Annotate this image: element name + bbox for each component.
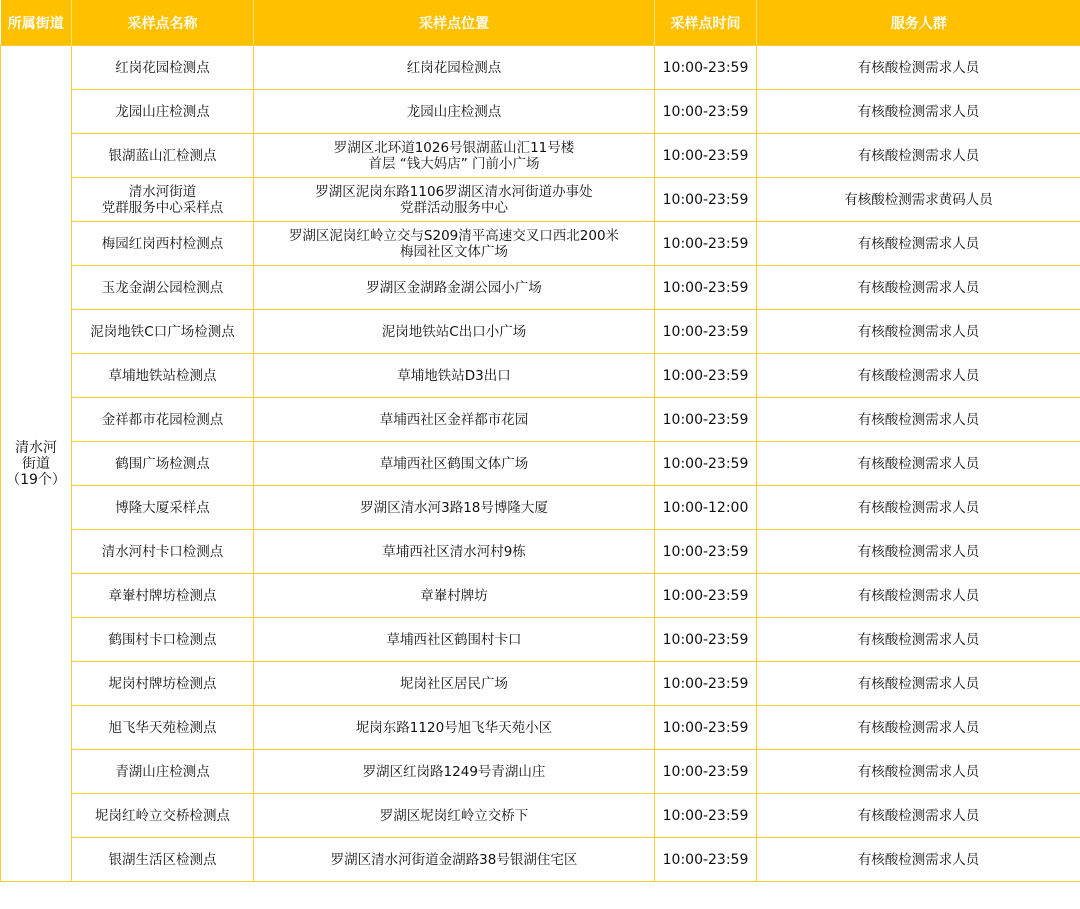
table-row: [1, 662, 1080, 706]
service-group-cell: 有核酸检测需求人员: [757, 574, 1080, 618]
table-row: [1, 574, 1080, 618]
point-location-cell: [254, 398, 655, 442]
point-name-cell: [72, 310, 254, 354]
point-location-text: 罗湖区金湖路金湖公园小广场: [366, 279, 542, 296]
point-location-cell: [254, 134, 655, 178]
point-location-cell: [254, 310, 655, 354]
table-body: [1, 46, 1080, 882]
point-location-text: 红岗花园检测点: [406, 59, 502, 76]
point-name-text: 银湖生活区检测点: [108, 851, 217, 868]
point-name-text: 玉龙金湖公园检测点: [101, 279, 224, 296]
point-location-text: 罗湖区红岗路1249号青湖山庄: [362, 763, 546, 780]
service-group-cell: 有核酸检测需求人员: [757, 354, 1080, 398]
point-name-cell: [72, 662, 254, 706]
point-name-text: 坭岗村牌坊检测点: [108, 675, 217, 692]
point-location-text: 坭岗东路1120号旭飞华天苑小区: [355, 719, 553, 736]
point-location-text: 章輋村牌坊: [420, 587, 488, 604]
point-name-text: 泥岗地铁C口广场检测点: [90, 323, 235, 340]
point-name-cell: [72, 794, 254, 838]
point-location-cell: [254, 222, 655, 266]
service-group-cell: 有核酸检测需求人员: [757, 486, 1080, 530]
point-location-text: 罗湖区清水河3路18号博隆大厦: [360, 499, 548, 516]
point-location-text: 罗湖区泥岗红岭立交与S209清平高速交叉口西北200米: [288, 227, 620, 244]
table-row: [1, 178, 1080, 222]
point-location-cell: [254, 530, 655, 574]
point-time-cell: 10:00-23:59: [655, 354, 757, 398]
point-time-cell: 10:00-23:59: [655, 794, 757, 838]
point-location-cell: [254, 662, 655, 706]
service-group-cell: 有核酸检测需求人员: [757, 310, 1080, 354]
table-row: [1, 794, 1080, 838]
point-name-text: 金祥都市花园检测点: [101, 411, 224, 428]
point-location-text: 罗湖区坭岗红岭立交桥下: [379, 807, 529, 824]
point-location-cell: [254, 442, 655, 486]
point-location-cell: [254, 266, 655, 310]
service-group-cell: 有核酸检测需求人员: [757, 442, 1080, 486]
street-label-line: 街道: [22, 455, 50, 472]
table-row: [1, 354, 1080, 398]
table-row: [1, 530, 1080, 574]
point-time-cell: 10:00-23:59: [655, 310, 757, 354]
point-name-cell: [72, 354, 254, 398]
point-location-text: 草埔西社区鹤围村卡口: [386, 631, 522, 648]
point-location-cell: [254, 486, 655, 530]
service-group-cell: 有核酸检测需求人员: [757, 838, 1080, 882]
table-row: [1, 266, 1080, 310]
point-name-cell: [72, 486, 254, 530]
point-time-cell: 10:00-23:59: [655, 90, 757, 134]
point-location-text: 罗湖区泥岗东路1106罗湖区清水河街道办事处: [315, 183, 593, 200]
point-name-text: 鹤围村卡口检测点: [108, 631, 217, 648]
service-group-cell: 有核酸检测需求人员: [757, 134, 1080, 178]
point-time-cell: 10:00-23:59: [655, 706, 757, 750]
service-group-cell: 有核酸检测需求人员: [757, 662, 1080, 706]
table-row: [1, 222, 1080, 266]
point-location-cell: [254, 794, 655, 838]
table-row: [1, 310, 1080, 354]
point-name-text: 清水河街道: [128, 183, 197, 200]
street-label-line: 清水河: [15, 439, 57, 456]
point-name-cell: [72, 838, 254, 882]
point-location-cell: [254, 90, 655, 134]
service-group-cell: 有核酸检测需求黄码人员: [757, 178, 1080, 222]
service-group-cell: 有核酸检测需求人员: [757, 618, 1080, 662]
point-name-cell: [72, 706, 254, 750]
point-location-cell: [254, 618, 655, 662]
point-name-cell: [72, 618, 254, 662]
point-name-text: 梅园红岗西村检测点: [101, 235, 224, 252]
street-cell: [1, 46, 72, 882]
point-location-text: 草埔西社区鹤围文体广场: [379, 455, 529, 472]
service-group-cell: 有核酸检测需求人员: [757, 398, 1080, 442]
service-group-cell: 有核酸检测需求人员: [757, 794, 1080, 838]
point-name-cell: [72, 178, 254, 222]
table-row: [1, 750, 1080, 794]
point-time-cell: 10:00-12:00: [655, 486, 757, 530]
point-location-text: 草埔西社区金祥都市花园: [379, 411, 529, 428]
table-header: [1, 0, 1080, 46]
table-row: [1, 442, 1080, 486]
street-label-line: （19个）: [6, 471, 66, 488]
point-time-cell: 10:00-23:59: [655, 442, 757, 486]
point-location-text: 罗湖区北环道1026号银湖蓝山汇11号楼: [333, 139, 575, 156]
point-location-cell: [254, 178, 655, 222]
point-time-cell: 10:00-23:59: [655, 222, 757, 266]
point-location-text: 龙园山庄检测点: [406, 103, 502, 120]
point-time-cell: 10:00-23:59: [655, 530, 757, 574]
point-location-cell: [254, 750, 655, 794]
service-group-cell: 有核酸检测需求人员: [757, 266, 1080, 310]
point-time-cell: 10:00-23:59: [655, 266, 757, 310]
point-name-cell: [72, 222, 254, 266]
header-name: 采样点名称: [72, 0, 254, 46]
point-name-cell: [72, 574, 254, 618]
point-location-text: 草埔西社区清水河村9栋: [382, 543, 526, 560]
table-row: [1, 398, 1080, 442]
point-location-text: 党群活动服务中心: [400, 199, 508, 216]
table-row: [1, 838, 1080, 882]
point-name-text: 鹤围广场检测点: [115, 455, 210, 472]
table-row: [1, 90, 1080, 134]
point-location-cell: [254, 46, 655, 90]
point-name-text: 清水河村卡口检测点: [101, 543, 224, 560]
point-location-text: 罗湖区清水河街道金湖路38号银湖住宅区: [330, 851, 578, 868]
point-time-cell: 10:00-23:59: [655, 134, 757, 178]
point-name-text: 青湖山庄检测点: [115, 763, 210, 780]
point-name-text: 党群服务中心采样点: [101, 199, 224, 216]
point-location-text: 梅园社区文体广场: [400, 243, 508, 260]
point-time-cell: 10:00-23:59: [655, 618, 757, 662]
point-name-text: 旭飞华天苑检测点: [108, 719, 217, 736]
point-name-cell: [72, 266, 254, 310]
point-location-cell: [254, 574, 655, 618]
point-time-cell: 10:00-23:59: [655, 574, 757, 618]
header-time: 采样点时间: [655, 0, 757, 46]
point-name-cell: [72, 530, 254, 574]
service-group-cell: 有核酸检测需求人员: [757, 222, 1080, 266]
point-name-text: 银湖蓝山汇检测点: [108, 147, 217, 164]
point-location-text: 首层 “钱大妈店” 门前小广场: [368, 155, 540, 172]
point-time-cell: 10:00-23:59: [655, 750, 757, 794]
table-row: [1, 46, 1080, 90]
point-name-cell: [72, 398, 254, 442]
point-location-cell: [254, 354, 655, 398]
header-group: 服务人群: [757, 0, 1080, 46]
service-group-cell: 有核酸检测需求人员: [757, 530, 1080, 574]
point-name-text: 章輋村牌坊检测点: [108, 587, 217, 604]
header-location: 采样点位置: [254, 0, 655, 46]
service-group-cell: 有核酸检测需求人员: [757, 46, 1080, 90]
table-row: [1, 706, 1080, 750]
point-location-cell: [254, 706, 655, 750]
point-name-text: 红岗花园检测点: [115, 59, 210, 76]
point-name-cell: [72, 90, 254, 134]
point-name-cell: [72, 750, 254, 794]
point-time-cell: 10:00-23:59: [655, 398, 757, 442]
point-name-text: 坭岗红岭立交桥检测点: [95, 807, 230, 824]
point-name-text: 草埔地铁站检测点: [108, 367, 217, 384]
point-time-cell: 10:00-23:59: [655, 662, 757, 706]
point-time-cell: 10:00-23:59: [655, 178, 757, 222]
service-group-cell: 有核酸检测需求人员: [757, 750, 1080, 794]
point-location-cell: [254, 838, 655, 882]
point-time-cell: 10:00-23:59: [655, 838, 757, 882]
point-location-text: 草埔地铁站D3出口: [397, 367, 511, 384]
point-name-cell: [72, 442, 254, 486]
point-name-cell: [72, 46, 254, 90]
point-name-cell: [72, 134, 254, 178]
service-group-cell: 有核酸检测需求人员: [757, 706, 1080, 750]
point-name-text: 龙园山庄检测点: [115, 103, 210, 120]
service-group-cell: 有核酸检测需求人员: [757, 90, 1080, 134]
table-row: [1, 486, 1080, 530]
point-time-cell: 10:00-23:59: [655, 46, 757, 90]
header-street: 所属街道: [1, 0, 72, 46]
point-location-text: 坭岗社区居民广场: [400, 675, 508, 692]
point-name-text: 博隆大厦采样点: [115, 499, 210, 516]
table-row: [1, 618, 1080, 662]
point-location-text: 泥岗地铁站C出口小广场: [381, 323, 527, 340]
header-row: [1, 0, 1080, 46]
table-row: [1, 134, 1080, 178]
